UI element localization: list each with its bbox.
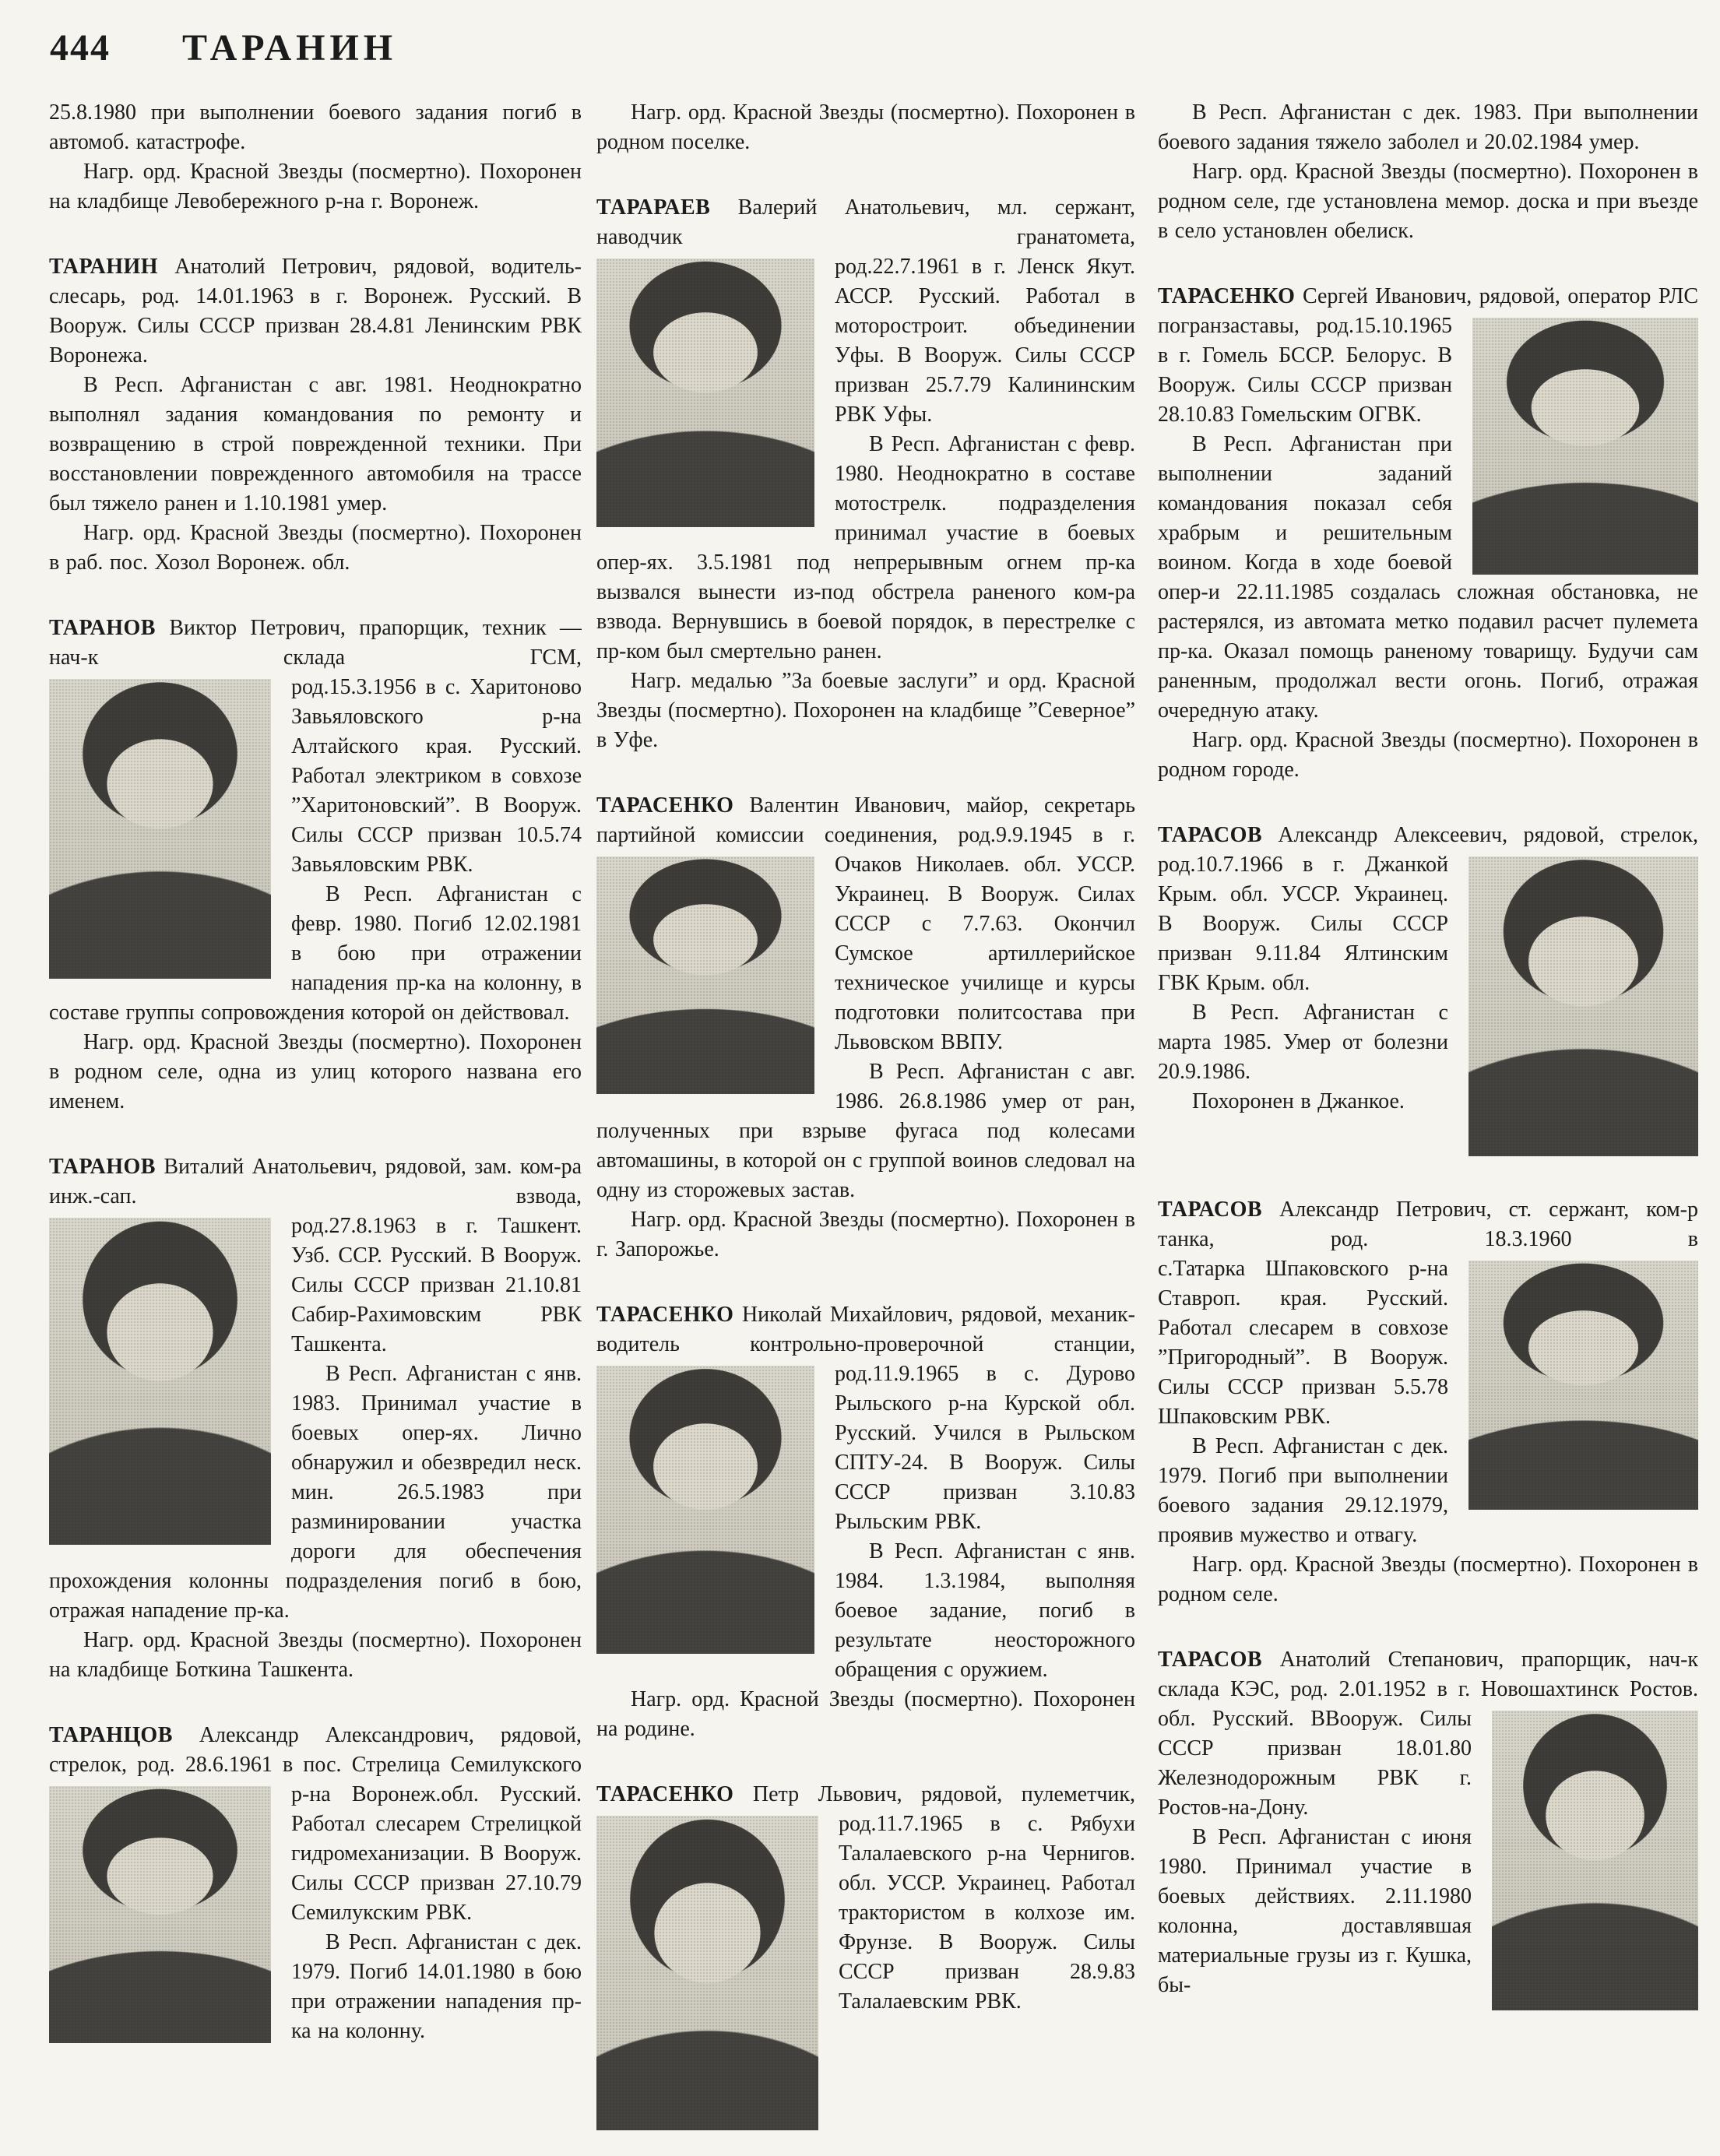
paragraph: В Респ. Афганистан при выполнении заданий командования показал себя храбрым и решительным воином. Когда в ходе боевой опер-и 22.11.1985 создалась сложная обстановка, не растерялся, из автомата метко подавил расчет пулемета пр-ка. Оказал помощь раненому товарищу. Будучи сам раненным, продолжал вести огонь. Погиб, отражая очередную атаку. [1158,432,1698,723]
paragraph: Нагр. орд. Красной Звезды (посмертно). Похоронен в родном селе, одна из улиц которого названа его именем. [49,1030,582,1113]
entry-text: Валерий Анатольевич, мл. сержант, наводчик гранатомета, род. [596,195,1135,279]
entry-text: Анатолий Степанович, прапорщик, нач-к склада КЭС, род. 2.01.1952 в г. Новошахтинск Ростов. обл. Русский. В [1158,1648,1698,1731]
entry-surname: ТАРАНОВ [49,616,156,640]
entry-tarasenko-valentin [596,791,1135,1264]
entry-surname: ТАРАСЕНКО [596,1303,734,1327]
entry-surname: ТАРАНОВ [49,1155,156,1179]
portrait-photo-tarasenko-nikolai [596,1366,814,1654]
entry-text: Татарка Шпаковского р-на Ставроп. края. Русский. Работал слесарем в совхозе ”Пригородный”. В Вооруж. Силы СССР призван 5.5.78 Шпаковским РВК. [1158,1257,1448,1429]
column-middle [596,98,1135,2130]
portrait-photo-tarasenko-sergei [1472,318,1698,575]
paragraph: Нагр. медалью ”За боевые заслуги” и орд. Красной Звезды (посмертно). Похоронен на кладбище ”Северное” в Уфе. [596,669,1135,752]
entry-text: 9.9.1945 в г. Очаков Николаев. обл. УССР. Украинец. В Вооруж. Силах СССР с 7.7.63. Окончил Сумское артиллерийское техническое училище и курсы подготовки политсостава при Львовском ВВПУ. [835,823,1135,1054]
entry-surname: ТАРАСОВ [1158,823,1263,847]
entry-taranov-vitaly [49,1152,582,1685]
portrait-photo-tarasov-alexander-alekseevich [1469,856,1698,1156]
portrait-photo-tarasov-anatoly [1492,1711,1698,2010]
continuation-block [596,98,1135,157]
paragraph: В Респ. Афганистан с марта 1985. Умер от болезни 20.9.1986. [1158,1001,1448,1084]
portrait-photo-tarantsov-alexander [49,1786,271,2043]
entry-surname: ТАРАСОВ [1158,1648,1263,1672]
column-right [1158,98,1698,2130]
column-left [49,98,582,2130]
entry-first-paragraph [1158,821,1698,998]
entry-tarasenko-pyotr [596,1780,1135,2130]
entry-first-paragraph [49,1721,582,1928]
entry-tarasenko-sergei [1158,282,1698,785]
entry-text: 15.3.1956 в с. Харитоново Завьяловского р-на Алтайского края. Русский. Работал электриком в совхозе ”Харитоновский”. В Вооруж. Силы СССР призван 10.5.74 Завьяловским РВК. [291,675,582,877]
entry-tarasenko-nikolai [596,1300,1135,1744]
entry-first-paragraph [596,791,1135,1057]
entry-text: Вооруж. Силы СССР призван 18.01.80 Железнодорожным РВК г. Ростов-на-Дону. [1158,1707,1472,1820]
paragraph: В Респ. Афганистан с янв. 1983. Принимал участие в боевых опер-ях. Лично обнаружил и обезвредил неск. мин. 26.5.1983 при разминировании участка дороги для обеспечения прохождения колонны подразделения погиб в бою, отражая нападение пр-ка. [49,1362,582,1623]
paragraph: В Респ. Афганистан с дек. 1979. Погиб 14.01.1980 в бою при отражении нападения пр-ка на колонну. [291,1930,582,2043]
paragraph: Нагр. орд. Красной Звезды (посмертно). Похоронен в раб. пос. Хозол Воронеж. обл. [49,521,582,575]
paragraph: В Респ. Афганистан с авг. 1986. 26.8.1986 умер от ран, полученных при взрыве фугаса под колесами автомашины, в которой он с группой воинов следовал на одну из сторожевых застав. [596,1060,1135,1202]
entry-text: Николай Михайлович, рядовой, механик-водитель контрольно-проверочной станции, род. [596,1303,1135,1386]
entry-text: 11.9.1965 в с. Дурово Рыльского р-на Курской обл. Русский. Учился в Рыльском СПТУ-24. В Вооруж. Силы СССР призван 3.10.83 Рыльским РВК. [835,1362,1135,1534]
entry-text: Александр Александрович, рядовой, стрелок, род. 28.6.1961 в пос. Стрелица Семилукского р-на Воронеж. [49,1723,582,1806]
paragraph: В Респ. Афганистан с дек. 1983. При выполнении боевого задания тяжело заболел и 20.02.1984 умер. [1158,100,1698,154]
continuation-block [49,98,582,216]
entry-first-paragraph [49,614,582,880]
entry-text: Александр Петрович, ст. сержант, ком-р танка, род. 18.3.1960 в с. [1158,1198,1698,1281]
entry-taranin-anatoly [49,252,582,578]
entry-text: 27.8.1963 в г. Ташкент. Узб. ССР. Русский. В Вооруж. Силы СССР призван 21.10.81 Сабир-Рахимовским РВК Ташкента. [291,1214,582,1356]
paragraph: Нагр. орд. Красной Звезды (посмертно). Похоронен в родном городе. [1158,728,1698,782]
page-number: 444 [50,27,111,69]
paragraph: Нагр. орд. Красной Звезды (посмертно). Похоронен в родном поселке. [596,100,1135,154]
paragraph: Нагр. орд. Красной Звезды (посмертно). Похоронен на кладбище Левобережного р-на г. Воронеж. [49,160,582,213]
entry-tarasov-alexander-alekseevich [1158,821,1698,1159]
portrait-photo-tararaev-valery [596,259,814,527]
paragraph: Нагр. орд. Красной Звезды (посмертно). Похоронен в г. Запорожье. [596,1208,1135,1261]
paragraph: Нагр. орд. Красной Звезды (посмертно). Похоронен на кладбище Боткина Ташкента. [49,1628,582,1682]
entry-text: Виктор Петрович, прапорщик, техник — нач-к склада ГСМ, род. [49,616,582,699]
entry-tarantsov-alexander [49,1721,582,2046]
entry-text: 11.7.1965 в с. Рябухи Талалаевского р-на Чернигов. обл. УССР. Украинец. Работал трактористом в колхозе им. Фрунзе. В Вооруж. Силы СССР призван 28.9.83 Талалаевским РВК. [839,1812,1135,2014]
entry-tarasov-anatoly [1158,1645,1698,2014]
portrait-photo-tarasenko-pyotr [596,1816,818,2130]
entry-text: 15.10.1965 в г. Гомель БССР. Белорус. В Вооруж. Силы СССР призван 28.10.83 Гомельским ОГВК. [1158,314,1452,427]
entry-first-paragraph [49,1152,582,1359]
entry-first-paragraph [1158,282,1698,430]
entry-surname: ТАРАНИН [49,255,159,279]
entry-text: обл. Русский. Работал слесарем Стрелицкой гидромеханизации. В Вооруж. Силы СССР призван 27.10.79 Семилукским РВК. [291,1782,582,1925]
entry-first-paragraph [596,193,1135,430]
page-header [50,26,397,69]
paragraph: В Респ. Афганистан с февр. 1980. Неоднократно в составе мотострелк. подразделения принимал участие в боевых опер-ях. 3.5.1981 под непрерывным огнем пр-ка вызвался вынести из-под обстрела раненого ком-ра взвода. Вернувшись в боевой порядок, в перестрелке с пр-ком был смертельно ранен. [596,432,1135,663]
entry-surname: ТАРАСЕНКО [596,793,734,818]
entry-surname: ТАРАСЕНКО [1158,284,1296,308]
paragraph: Нагр. орд. Красной Звезды (посмертно). Похоронен на родине. [596,1687,1135,1741]
entry-text: 10.7.1966 в г. Джанкой Крым. обл. УССР. Украинец. В Вооруж. Силы СССР призван 9.11.84 Ялтинским ГВК Крым. обл. [1158,853,1448,995]
portrait-photo-taranov-vitaly [49,1218,271,1545]
portrait-photo-taranov-viktor [49,679,271,979]
entry-text: Валентин Иванович, майор, секретарь партийной комиссии соединения, род. [596,793,1135,847]
entry-surname: ТАРАСОВ [1158,1198,1263,1222]
entry-first-paragraph [1158,1195,1698,1432]
entry-tarasov-alexander-petrovich [1158,1195,1698,1609]
entry-text: Виталий Анатольевич, рядовой, зам. ком-ра инж.-сап. взвода, род. [49,1155,582,1238]
entry-taranov-viktor [49,614,582,1117]
paragraph: 25.8.1980 при выполнении боевого задания погиб в автомоб. катастрофе. [49,100,582,154]
entry-first-paragraph [596,1780,1135,2017]
entry-surname: ТАРАСЕНКО [596,1782,734,1806]
portrait-photo-tarasov-alexander-petrovich [1469,1261,1698,1510]
paragraph: Нагр. орд. Красной Звезды (посмертно). Похоронен в родном селе. [1158,1553,1698,1606]
paragraph: В Респ. Афганистан с февр. 1980. Погиб 12.02.1981 в бою при отражении нападения пр-ка на колонну, в составе группы сопровождения которой он действовал. [49,882,582,1025]
page-headword: ТАРАНИН [182,27,398,69]
entry-text: Сергей Иванович, рядовой, оператор РЛС погранзаставы, род. [1158,284,1698,338]
paragraph: Похоронен в Джанкое. [1192,1089,1405,1113]
continuation-block [1158,98,1698,246]
paragraph: В Респ. Афганистан с авг. 1981. Неоднократно выполнял задания командования по ремонту и возвращению в строй поврежденной техники. При восстановлении поврежденного автомобиля на трассе был тяжело ранен и 1.10.1981 умер. [49,373,582,515]
paragraph: В Респ. Афганистан с июня 1980. Принимал участие в боевых действиях. 2.11.1980 колонна, доставлявшая материальные грузы из г. Кушка, бы- [1158,1825,1472,1997]
paragraph: В Респ. Афганистан с дек. 1979. Погиб при выполнении боевого задания 29.12.1979, проявив мужество и отвагу. [1158,1434,1448,1547]
entry-text: Анатолий Петрович, рядовой, водитель-слесарь, род. 14.01.1963 в г. Воронеж. Русский. В Вооруж. Силы СССР призван 28.4.81 Ленинским РВК Воронежа. [49,255,582,368]
entry-tararaev-valery [596,193,1135,755]
paragraph: В Респ. Афганистан с янв. 1984. 1.3.1984, выполняя боевое задание, погиб в результате неосторожного обращения с оружием. [835,1539,1135,1682]
entry-first-paragraph [1158,1645,1698,1823]
portrait-photo-tarasenko-valentin [596,856,814,1094]
entry-surname: ТАРАРАЕВ [596,195,711,220]
entry-first-paragraph [596,1300,1135,1537]
entry-text: 22.7.1961 в г. Ленск Якут. АССР. Русский. Работал в моторостроит. объединении Уфы. В Вооруж. Силы СССР призван 25.7.79 Калининским РВК Уфы. [835,255,1135,427]
entry-text: Петр Львович, рядовой, пулеметчик, род. [733,1782,1135,1836]
entry-first-paragraph [49,252,582,371]
entry-text: Александр Алексеевич, рядовой, стрелок, род. [1158,823,1698,877]
paragraph: Нагр. орд. Красной Звезды (посмертно). Похоронен в родном селе, где установлена мемор. доска и при въезде в село установлен обелиск. [1158,160,1698,243]
entry-surname: ТАРАНЦОВ [49,1723,173,1747]
